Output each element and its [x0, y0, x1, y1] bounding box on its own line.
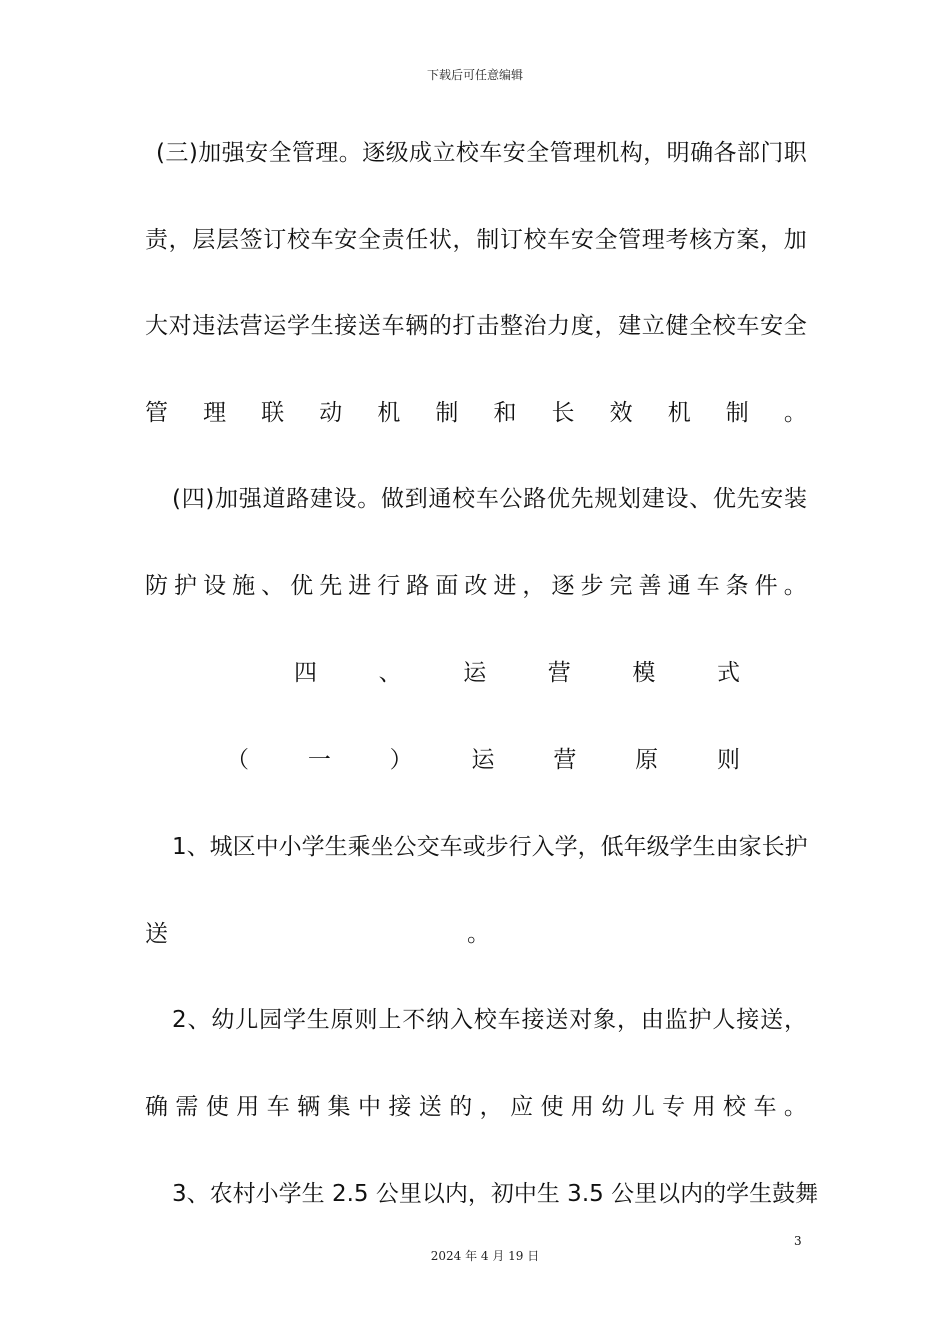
subsection-heading-char: ）	[389, 747, 413, 773]
paragraph-3-line-1: ( 三 ) 加 强 安 全 管 理 。 逐 级 成 立 校 车 安 全 管 理 机 构 ， 明 确 各 部 门 职	[156, 140, 807, 166]
item-2-line-1: 2 、 幼 儿 园 学 生 原 则 上 不 纳 入 校 车 接 送 对 象 ， 由 监 护 人 接 送 ，	[172, 1007, 807, 1033]
section-heading-char: 营	[547, 660, 571, 686]
item-1-line-2	[145, 917, 807, 951]
item-1-line-2-period: 。	[467, 921, 490, 947]
subsection-heading	[226, 743, 740, 777]
page-footer-date: 2024 年 4 月 19 日	[430, 1249, 540, 1263]
section-heading-char: 、	[378, 660, 402, 686]
paragraph-3-line-3: 大 对 违 法 营 运 学 生 接 送 车 辆 的 打 击 整 治 力 度 ， 建 立 健 全 校 车 安 全	[145, 313, 807, 339]
paragraph-3-line-2: 责 ， 层 层 签 订 校 车 安 全 责 任 状 ， 制 订 校 车 安 全 管 理 考 核 方 案 ， 加	[145, 227, 807, 253]
subsection-heading-char: 则	[716, 747, 740, 773]
subsection-heading-char: 运	[471, 747, 495, 773]
item-2-line-2: 确 需 使 用 车 辆 集 中 接 送 的 ， 应 使 用 幼 儿 专 用 校 车 。	[145, 1094, 807, 1120]
section-heading	[294, 656, 740, 690]
section-heading-char: 四	[294, 660, 317, 686]
item-1-line-1: 1 、 城 区 中 小 学 生 乘 坐 公 交 车 或 步 行 入 学 ， 低 年 级 学 生 由 家 长 护	[172, 834, 808, 860]
page-number: 3	[794, 1234, 802, 1248]
subsection-heading-char: 一	[307, 747, 331, 773]
subsection-heading-char: （	[226, 747, 249, 773]
section-heading-char: 模	[632, 660, 656, 686]
section-heading-char: 运	[463, 660, 487, 686]
subsection-heading-char: 营	[553, 747, 577, 773]
paragraph-4-line-2: 防 护 设 施 、 优 先 进 行 路 面 改 进 ， 逐 步 完 善 通 车 条 件 。	[145, 573, 807, 599]
item-3-line-1: 3 、 农 村 小 学 生 2 . 5 公 里 以 内 ， 初 中 生 3 . 5 公 里 以 内 的 学 生 鼓 舞	[172, 1181, 819, 1207]
page-header: 下载后可任意编辑	[426, 68, 523, 82]
paragraph-4-line-1: ( 四 ) 加 强 道 路 建 设 。 做 到 通 校 车 公 路 优 先 规 划 建 设 、 优 先 安 装	[172, 486, 807, 512]
subsection-heading-char: 原	[635, 747, 659, 773]
item-1-line-2-word: 送	[145, 921, 168, 947]
paragraph-3-line-4: 管 理 联 动 机 制 和 长 效 机 制 。	[145, 400, 807, 426]
section-heading-char: 式	[716, 660, 740, 686]
